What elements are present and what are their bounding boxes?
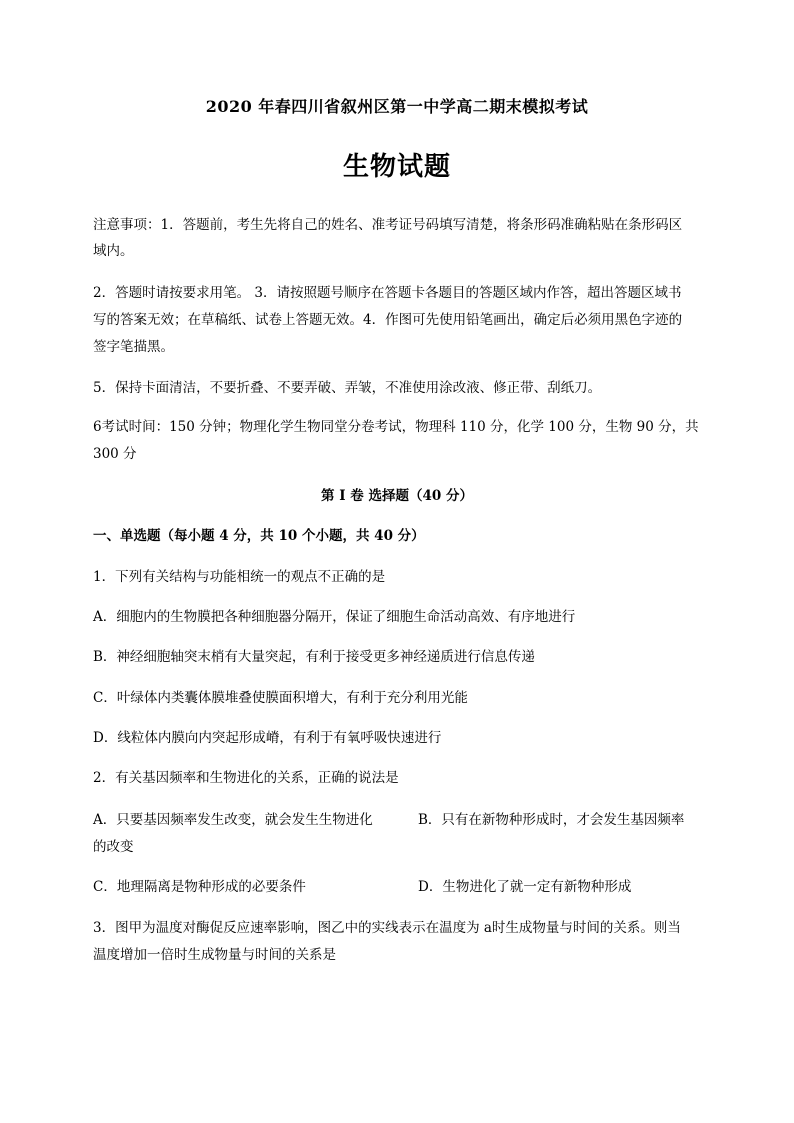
question-3-stem-cont: 温度增加一倍时生成物量与时间的关系是 [93,947,336,963]
notes-line-1: 注意事项：1．答题前，考生先将自己的姓名、准考证号码填写清楚，将条形码准确粘贴在条形码区 [93,217,683,233]
question-1-option-d: D．线粒体内膜向内突起形成嵴，有利于有氧呼吸快速进行 [93,730,442,746]
question-1-stem: 1．下列有关结构与功能相统一的观点不正确的是 [93,569,386,585]
question-2-option-c: C．地理隔离是物种形成的必要条件 [93,879,306,895]
notes-line-1b: 域内。 [93,243,134,259]
question-2-option-a: A．只要基因频率发生改变，就会发生生物进化 [93,812,373,828]
subject-title: 生物试题 [342,152,451,182]
part-title: 一、单选题（每小题 4 分，共 10 个小题，共 40 分） [93,528,425,544]
question-1-option-c: C．叶绿体内类囊体膜堆叠使膜面积增大，有利于充分利用光能 [93,690,468,706]
volume-title: 第 I 卷 选择题（40 分） [321,488,473,504]
notes-line-3: 5．保持卡面清洁，不要折叠、不要弄破、弄皱，不准使用涂改液、修正带、刮纸刀。 [93,380,602,396]
question-2-option-d: D．生物进化了就一定有新物种形成 [418,879,632,895]
notes-line-4b: 300 分 [93,446,137,462]
notes-line-2c: 签字笔描黑。 [93,339,174,355]
exam-title: 2020 年春四川省叙州区第一中学高二期末模拟考试 [205,97,589,116]
question-1-option-a: A．细胞内的生物膜把各种细胞器分隔开，保证了细胞生命活动高效、有序地进行 [93,609,576,625]
question-1-option-b: B．神经细胞轴突末梢有大量突起，有利于接受更多神经递质进行信息传递 [93,649,535,665]
question-2-option-b-cont: 的改变 [93,839,134,855]
notes-line-2b: 写的答案无效；在草稿纸、试卷上答题无效。4．作图可先使用铅笔画出，确定后必须用黑色字迹的 [93,312,683,328]
question-3-stem: 3．图甲为温度对酶促反应速率影响，图乙中的实线表示在温度为 a时生成物量与时间的关系。则当 [93,920,681,936]
notes-line-4: 6考试时间：150 分钟；物理化学生物同堂分卷考试，物理科 110 分，化学 100 分，生物 90 分，共 [93,419,699,435]
question-2-option-b: B．只有在新物种形成时，才会发生基因频率 [418,812,685,828]
question-2-stem: 2．有关基因频率和生物进化的关系，正确的说法是 [93,770,399,786]
notes-line-2: 2．答题时请按要求用笔。 3．请按照题号顺序在答题卡各题目的答题区域内作答，超出答题区域书 [93,285,682,301]
